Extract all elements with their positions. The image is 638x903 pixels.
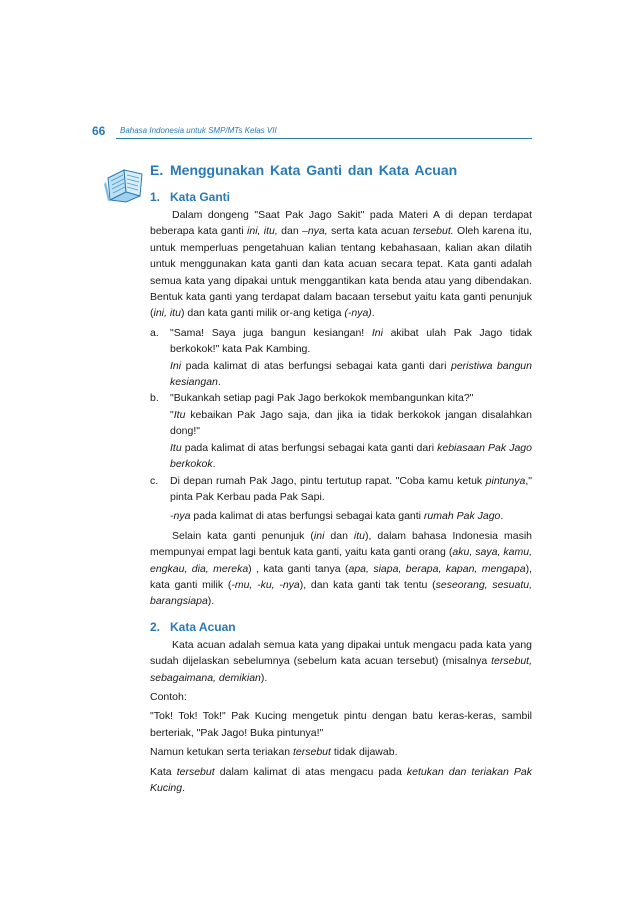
example-label: c. (150, 474, 159, 487)
example-a-explanation: Ini pada kalimat di atas berfungsi sebagai kata ganti dari peristiwa bangun kesiangan. (170, 359, 532, 389)
page-content (150, 160, 532, 796)
subsection-heading-kata-acuan (150, 619, 532, 635)
header-divider (116, 138, 532, 139)
example-c-explanation: -nya pada kalimat di atas berfungsi sebagai kata ganti rumah Pak Jago. (170, 510, 504, 523)
example-b-quote-2: "Itu kebaikan Pak Jago saja, dan jika ia tidak berkokok jangan disalahkan dong!" (170, 408, 532, 438)
subsection-number: 1. (150, 190, 161, 204)
kata-ganti-closing: Selain kata ganti penunjuk (ini dan itu), dalam bahasa Indonesia masih mempunyai empat lagi bentuk kata ganti, yaitu kata ganti orang (aku, saya, kamu, engkau, dia, mereka) , kata ganti tanya (apa, siapa, berapa, kapan, mengapa), kata ganti milik (-mu, -ku, -nya), dan kata ganti tak tentu (seseorang, sesuatu, barangsiapa). (150, 529, 533, 608)
example-c: c. Di depan rumah Pak Jago, pintu tertutup rapat. "Coba kamu ketuk pintunya," pinta Pak Kerbau pada Pak Sapi. (150, 474, 532, 503)
open-book-icon (104, 160, 148, 204)
section-heading (150, 160, 532, 180)
contoh-label: Contoh: (150, 690, 187, 703)
subsection-number: 2. (150, 619, 161, 634)
example-b: b. "Bukankah setiap pagi Pak Jago berkokok membangunkan kita?" (150, 390, 532, 406)
section-title: Menggunakan Kata Ganti dan Kata Acuan (170, 162, 458, 178)
kata-acuan-example-line: Namun ketukan serta teriakan tersebut tidak dijawab. (150, 746, 398, 759)
kata-acuan-intro: Kata acuan adalah semua kata yang dipakai untuk mengacu pada kata yang sudah dijelaskan sebelumnya (sebelum kata acuan tersebut) (misalnya tersebut, sebagaimana, demikian). (150, 638, 532, 684)
example-b-explanation: Itu pada kalimat di atas berfungsi sebagai kata ganti dari kebiasaan Pak Jago berkokok. (170, 441, 532, 471)
example-label: b. (150, 392, 159, 405)
kata-acuan-explanation: Kata tersebut dalam kalimat di atas mengacu pada ketukan dan teriakan Pak Kucing. (150, 765, 532, 794)
kata-ganti-intro: Dalam dongeng "Saat Pak Jago Sakit" pada Materi A di depan terdapat beberapa kata ganti ini, itu, dan –nya, serta kata acuan tersebut. Oleh karena itu, untuk memperluas pengetahuan kalian tentang kebahasaan, kalian akan dilatih untuk menggunakan kata ganti dan kata acuan secara tepat. Kata ganti adalah semua kata yang dipakai untuk menggantikan kata benda atau yang dibendakan. Bentuk kata ganti yang terdapat dalam bacaan tersebut yaitu kata ganti penunjuk (ini, itu) dan kata ganti milik or-ang ketiga (-nya). (150, 209, 533, 320)
book-title: Bahasa Indonesia untuk SMP/MTs Kelas VII (120, 126, 277, 135)
example-a: a. "Sama! Saya juga bangun kesiangan! Ini akibat ulah Pak Jago tidak berkokok!" kata Pak Kambing. (150, 326, 532, 356)
example-label: a. (150, 326, 159, 339)
section-letter: E. (150, 162, 164, 178)
subsection-heading-kata-ganti (150, 189, 532, 205)
page-header (92, 124, 532, 142)
subsection-title: Kata Ganti (170, 190, 231, 204)
subsection-title: Kata Acuan (170, 619, 236, 634)
page-number: 66 (92, 124, 106, 138)
kata-acuan-example-quote: "Tok! Tok! Tok!" Pak Kucing mengetuk pintu dengan batu keras-keras, sambil berteriak, "Pak Jago! Buka pintunya!" (150, 710, 532, 739)
